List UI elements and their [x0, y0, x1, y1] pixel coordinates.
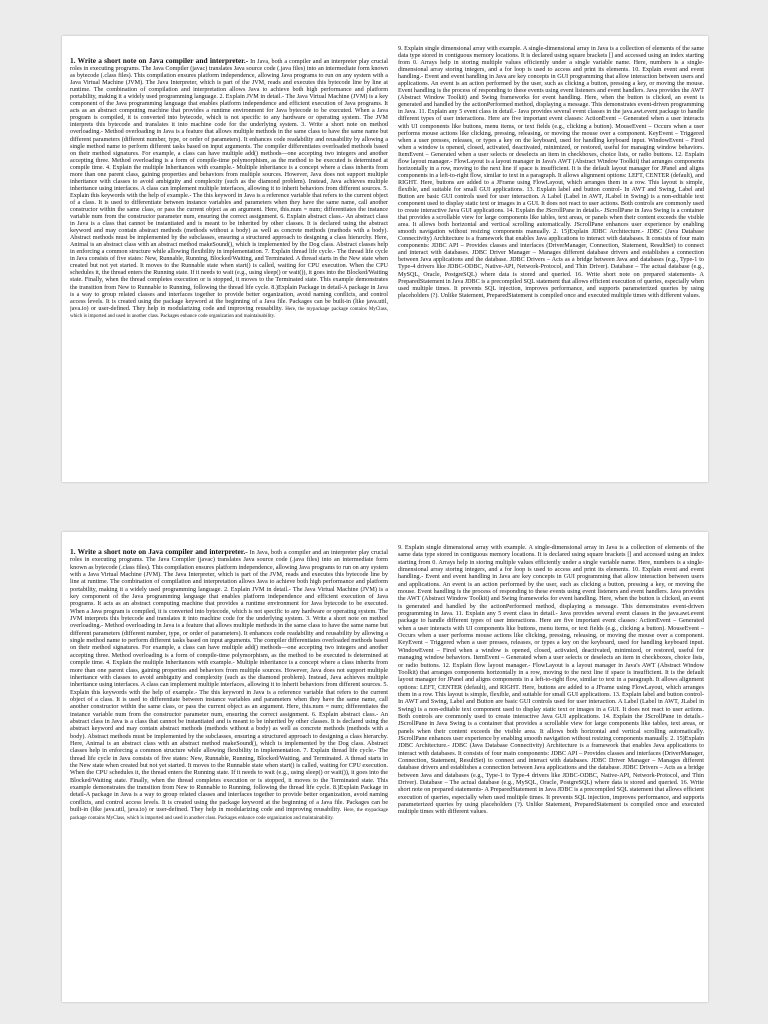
page-2-right-column	[398, 532, 704, 1002]
page-2-right-body: 9. Explain single dimensional array with example. A single-dimensional array in Java is a collection of elements of the same data type stored in contiguous memory locations. It is declared using square brackets [] and accessed using an index starting from 0. Arrays help in storing multiple values efficiently under a single variable name. Here, numbers is a single-dimensional array storing integers, and a for loop is used to access and print its elements. 10. Explain event and event handling.- Event and event handling in Java are key concepts in GUI programming that allow interaction between users and applications. An event is an action performed by the user, such as clicking a button, pressing a key, or moving the mouse. Event handling is the process of responding to these events using event listeners and event handlers. Java provides the AWT (Abstract Window Toolkit) and Swing frameworks for event handling. Here, when the button is clicked, an event is generated and handled by the actionPerformed method, displaying a message. This demonstrates event-driven programming in Java. 11. Explain any 5 event class in detail.- Java provides several event classes in the java.awt.event package to handle different types of user interactions. Here are five important event classes: ActionEvent – Generated when a user interacts with UI components like buttons, menu items, or text fields (e.g., clicking a button). MouseEvent – Occurs when a user performs mouse actions like clicking, pressing, releasing, or moving the mouse over a component. KeyEvent – Triggered when a user presses, releases, or types a key on the keyboard, used for handling keyboard input. WindowEvent – Fired when a window is opened, closed, activated, deactivated, minimized, or restored, useful for managing window behaviors. ItemEvent – Generated when a user selects or deselects an item in checkboxes, choice lists, or radio buttons. 12. Explain flow layout manager.- FlowLayout is a layout manager in Java's AWT (Abstract Window Toolkit) that arranges components horizontally in a row, moving to the next line if space is insufficient. It is the default layout manager for JPanel and aligns components in a left-to-right flow, similar to text in a paragraph. It allows alignment options: LEFT, CENTER (default), and RIGHT. Here, buttons are added to a JFrame using FlowLayout, which arranges them in a row. This layout is simple, flexible, and suitable for small GUI applications. 13. Explain label and button control- In AWT and Swing, Label and Button are basic GUI controls used for user interaction. A Label (Label in AWT, JLabel in Swing) is a non-editable text component used to display static text or images in a GUI. It does not react to user actions. Both controls are commonly used to create interactive Java GUI applications. 14. Explain the JScrollPane in details.- JScrollPane in Java Swing is a container that provides a scrollable view for large components like tables, text areas, or panels when their content exceeds the visible area. It allows both horizontal and vertical scrolling automatically. JScrollPane enhances user experience by enabling smooth navigation without resizing components manually. 2. 15)Explain JDBC Architecture.- JDBC (Java Database Connectivity) Architecture is a framework that enables Java applications to interact with databases. It consists of four main components: JDBC API – Provides classes and interfaces (DriverManager, Connection, Statement, ResultSet) to connect and interact with databases. JDBC Driver Manager – Manages different database drivers and establishes a connection between Java applications and the database. JDBC Drivers – Acts as a bridge between Java and databases (e.g., Type-1 to Type-4 drivers like JDBC-ODBC, Native-API, Network-Protocol, and Thin Driver). Database – The actual database (e.g., MySQL, Oracle, PostgreSQL) where data is stored and queried. 16. Write short note on prepared statements- A PreparedStatement in Java JDBC is a precompiled SQL statement that allows efficient execution of queries, especially when used multiple times. It prevents SQL injection, improves performance, and supports parameterized queries by using placeholders (?). Unlike Statement, PreparedStatement is compiled once and executed multiple times with different values.	[398, 544, 704, 816]
page-1-right-body: 9. Explain single dimensional array with example. A single-dimensional array in Java is a collection of elements of the same data type stored in contiguous memory locations. It is declared using square brackets [] and accessed using an index starting from 0. Arrays help in storing multiple values efficiently under a single variable name. Here, numbers is a single-dimensional array storing integers, and a for loop is used to access and print its elements. 10. Explain event and event handling.- Event and event handling in Java are key concepts in GUI programming that allow interaction between users and applications. An event is an action performed by the user, such as clicking a button, pressing a key, or moving the mouse. Event handling is the process of responding to these events using event listeners and event handlers. Java provides the AWT (Abstract Window Toolkit) and Swing frameworks for event handling. Here, when the button is clicked, an event is generated and handled by the actionPerformed method, displaying a message. This demonstrates event-driven programming in Java. 11. Explain any 5 event class in detail.- Java provides several event classes in the java.awt.event package to handle different types of user interactions. Here are five important event classes: ActionEvent – Generated when a user interacts with UI components like buttons, menu items, or text fields (e.g., clicking a button). MouseEvent – Occurs when a user performs mouse actions like clicking, pressing, releasing, or moving the mouse over a component. KeyEvent – Triggered when a user presses, releases, or types a key on the keyboard, used for handling keyboard input. WindowEvent – Fired when a window is opened, closed, activated, deactivated, minimized, or restored, useful for managing window behaviors. ItemEvent – Generated when a user selects or deselects an item in checkboxes, choice lists, or radio buttons. 12. Explain flow layout manager.- FlowLayout is a layout manager in Java's AWT (Abstract Window Toolkit) that arranges components horizontally in a row, moving to the next line if space is insufficient. It is the default layout manager for JPanel and aligns components in a left-to-right flow, similar to text in a paragraph. It allows alignment options: LEFT, CENTER (default), and RIGHT. Here, buttons are added to a JFrame using FlowLayout, which arranges them in a row. This layout is simple, flexible, and suitable for small GUI applications. 13. Explain label and button control- In AWT and Swing, Label and Button are basic GUI controls used for user interaction. A Label (Label in AWT, JLabel in Swing) is a non-editable text component used to display static text or images in a GUI. It does not react to user actions. Both controls are commonly used to create interactive Java GUI applications. 14. Explain the JScrollPane in details.- JScrollPane in Java Swing is a container that provides a scrollable view for large components like tables, text areas, or panels when their content exceeds the visible area. It allows both horizontal and vertical scrolling automatically. JScrollPane enhances user experience by enabling smooth navigation without resizing components manually. 2. 15)Explain JDBC Architecture.- JDBC (Java Database Connectivity) Architecture is a framework that enables Java applications to interact with databases. It consists of four main components: JDBC API – Provides classes and interfaces (DriverManager, Connection, Statement, ResultSet) to connect and interact with databases. JDBC Driver Manager – Manages different database drivers and establishes a connection between Java applications and the database. JDBC Drivers – Acts as a bridge between Java and databases (e.g., Type-1 to Type-4 drivers like JDBC-ODBC, Native-API, Network-Protocol, and Thin Driver). Database – The actual database (e.g., MySQL, Oracle, PostgreSQL) where data is stored and queried. 16. Write short note on prepared statements- A PreparedStatement in Java JDBC is a precompiled SQL statement that allows efficient execution of queries, especially when used multiple times. It prevents SQL injection, improves performance, and supports parameterized queries by using placeholders (?). Unlike Statement, PreparedStatement is compiled once and executed multiple times with different values.	[398, 46, 704, 299]
page-1-q1-heading: 1. Write a short note on Java compiler and interpreter.-	[70, 56, 249, 65]
page-1	[62, 36, 708, 482]
page-2-left-body: In Java, both a compiler and an interpreter play crucial roles in executing programs. The Java Compiler (javac) translates Java source code (.java files) into an intermediate form known as bytecode (.class files). This compilation ensures platform independence, allowing Java programs to run on any system with a Java Virtual Machine (JVM). The Java Interpreter, which is part of the JVM, reads and executes this bytecode line by line at runtime. The combination of compilation and interpretation allows Java to achieve both high performance and platform portability, making it a widely used programming language. 2. Explain JVM in detail.- The Java Virtual Machine (JVM) is a key component of the Java programming language that enables platform independence and efficient execution of Java programs. It acts as an abstract computing machine that provides a runtime environment for Java bytecode to be executed. When a Java program is compiled, it is converted into bytecode, which is not specific to any hardware or operating system. The JVM interprets this bytecode and translates it into machine code for the underlying system. 3. Write a short note on method overloading.- Method overloading in Java is a feature that allows multiple methods in the same class to have the same name but different parameters (different number, type, or order of parameters). It enhances code readability and reusability by allowing a single method name to perform different tasks based on input arguments. The compiler differentiates overloaded methods based on their method signatures. For example, a class can have multiple add() methods—one accepting two integers and another accepting three. Method overloading is a form of compile-time polymorphism, as the method to be executed is determined at compile time. 4. Explain the multiple Inheritances with example.- Multiple inheritance is a concept where a class inherits from more than one parent class, gaining properties and behaviors from multiple sources. However, Java does not support multiple inheritance with classes to avoid ambiguity and complexity (such as the diamond problem). Instead, Java achieves multiple inheritance using interfaces. A class can implement multiple interfaces, allowing it to inherit behaviors from different sources. 5. Explain this keywords with the help of example.- The this keyword in Java is a reference variable that refers to the current object of a class. It is used to differentiate between instance variables and parameters when they have the same name, call another constructor within the same class, or pass the current object as an argument. Here, this.num = num; differentiates the instance variable num from the constructor parameter num, ensuring the correct assignment. 6. Explain abstract class.- An abstract class in Java is a class that cannot be instantiated and is meant to be inherited by other classes. It is declared using the abstract keyword and may contain abstract methods (methods without a body) as well as concrete methods (methods with a body). Abstract methods must be implemented by the subclasses, ensuring a structured approach to designing a class hierarchy. Here, Animal is an abstract class with an abstract method makeSound(), which is implemented by the Dog class. Abstract classes help in enforcing a common structure while allowing flexibility in implementation. 7. Explain thread life cycle.- The thread life cycle in Java consists of five states: New, Runnable, Running, Blocked/Waiting, and Terminated. A thread starts in the New state when created but not yet started. It moves to the Runnable state when start() is called, waiting for CPU execution. When the CPU schedules it, the thread enters the Running state. If it needs to wait (e.g., using sleep() or wait()), it goes into the Blocked/Waiting state. Finally, when the thread completes execution or is stopped, it moves to the Terminated state. This example demonstrates the transition from New to Runnable to Running, following the thread life cycle. 8.)Explain Package in detail-A package in Java is a way to group related classes and interfaces together to provide better organization, avoid naming conflicts, and control access levels. It is created using the package keyword at the beginning of a Java file. Packages can be built-in (like java.util, java.io) or user-defined. They help in modularizing code and improving reusability.	[70, 549, 388, 814]
page-2-left-column	[70, 532, 388, 1002]
page-1-right-column	[398, 36, 704, 482]
page-1-left-column	[70, 36, 388, 482]
page-2	[62, 532, 708, 1002]
page-2-q1-heading: 1. Write a short note on Java compiler and interpreter.-	[70, 547, 248, 556]
page-1-left-body: In Java, both a compiler and an interpreter play crucial roles in executing programs. The Java Compiler (javac) translates Java source code (.java files) into an intermediate form known as bytecode (.class files). This compilation ensures platform independence, allowing Java programs to run on any system with a Java Virtual Machine (JVM). The Java Interpreter, which is part of the JVM, reads and executes this bytecode line by line at runtime. The combination of compilation and interpretation allows Java to achieve both high performance and platform portability, making it a widely used programming language. 2. Explain JVM in detail.- The Java Virtual Machine (JVM) is a key component of the Java programming language that enables platform independence and efficient execution of Java programs. It acts as an abstract computing machine that provides a runtime environment for Java bytecode to be executed. When a Java program is compiled, it is converted into bytecode, which is not specific to any hardware or operating system. The JVM interprets this bytecode and translates it into machine code for the underlying system. 3. Write a short note on method overloading.- Method overloading in Java is a feature that allows multiple methods in the same class to have the same name but different parameters (different number, type, or order of parameters). It enhances code readability and reusability by allowing a single method name to perform different tasks based on input arguments. The compiler differentiates overloaded methods based on their method signatures. For example, a class can have multiple add() methods—one accepting two integers and another accepting three. Method overloading is a form of compile-time polymorphism, as the method to be executed is determined at compile time. 4. Explain the multiple Inheritances with example.- Multiple inheritance is a concept where a class inherits from more than one parent class, gaining properties and behaviors from multiple sources. However, Java does not support multiple inheritance with classes to avoid ambiguity and complexity (such as the diamond problem). Instead, Java achieves multiple inheritance using interfaces. A class can implement multiple interfaces, allowing it to inherit behaviors from different sources. 5. Explain this keywords with the help of example.- The this keyword in Java is a reference variable that refers to the current object of a class. It is used to differentiate between instance variables and parameters when they have the same name, call another constructor within the same class, or pass the current object as an argument. Here, this.num = num; differentiates the instance variable num from the constructor parameter num, ensuring the correct assignment. 6. Explain abstract class.- An abstract class in Java is a class that cannot be instantiated and is meant to be inherited by other classes. It is declared using the abstract keyword and may contain abstract methods (methods without a body) as well as concrete methods (methods with a body). Abstract methods must be implemented by the subclasses, ensuring a structured approach to designing a class hierarchy. Here, Animal is an abstract class with an abstract method makeSound(), which is implemented by the Dog class. Abstract classes help in enforcing a common structure while allowing flexibility in implementation. 7. Explain thread life cycle.- The thread life cycle in Java consists of five states: New, Runnable, Running, Blocked/Waiting, and Terminated. A thread starts in the New state when created but not yet started. It moves to the Runnable state when start() is called, waiting for CPU execution. When the CPU schedules it, the thread enters the Running state. If it needs to wait (e.g., using sleep() or wait()), it goes into the Blocked/Waiting state. Finally, when the thread completes execution or is stopped, it moves to the Terminated state. This example demonstrates the transition from New to Runnable to Running, following the thread life cycle. 8.)Explain Package in detail-A package in Java is a way to group related classes and interfaces together to provide better organization, avoid naming conflicts, and control access levels. It is created using the package keyword at the beginning of a Java file. Packages can be built-in (like java.util, java.io) or user-defined. They help in modularizing code and improving reusability.	[70, 59, 388, 312]
page-2-left-tail: Here, the mypackage package contains MyClass, which is imported and used in another class. Packages enhance code organization and maintainability.	[70, 807, 388, 822]
page-1-left-tail: Here, the mypackage package contains MyClass, which is imported and used in another class. Packages enhance code organization and maintainability.	[70, 306, 388, 319]
